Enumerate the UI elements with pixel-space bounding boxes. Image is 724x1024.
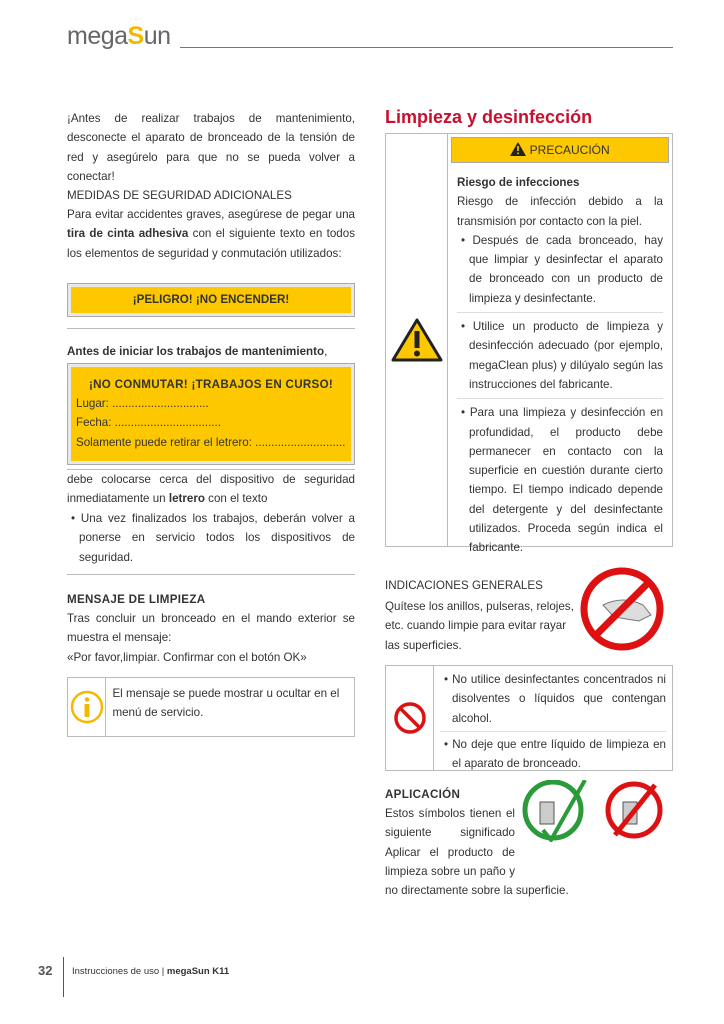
footer-divider <box>63 957 64 997</box>
prohibited-icon <box>386 666 434 770</box>
bullet-item: • No utilice desinfectantes concentrados ni disolventes o líquidos que contengan alcohol. <box>440 670 666 732</box>
divider <box>67 328 355 329</box>
info-box <box>67 677 355 737</box>
info-icon <box>68 678 106 736</box>
aplicacion-icons <box>515 804 673 862</box>
warning-icon <box>386 134 448 546</box>
mensaje-quote: «Por favor,limpiar. Confirmar con el botón OK» <box>67 651 307 664</box>
indicaciones-title: INDICACIONES GENERALES <box>385 579 543 592</box>
sign-lugar: Lugar: .............................. <box>76 397 209 410</box>
prohibicion-box <box>385 665 673 771</box>
bullet-item: • Para una limpieza y desinfección en profundidad, el producto debe permanecer en contacto con la superficie en cuestión durante cierto tiempo. El tiempo indicado depende del detergente y del desinfectante utilizados. Proceda según indica el fabricante. <box>461 406 664 555</box>
aplicacion-text: Estos símbolos tienen el siguiente significado Aplicar el producto de limpieza sobre un paño y no directamente sobre la superficie. <box>385 807 569 898</box>
medidas-title: MEDIDAS DE SEGURIDAD ADICIONALES <box>67 189 292 202</box>
aplicacion-block <box>385 804 673 900</box>
riesgo-title: Riesgo de infecciones <box>457 176 580 189</box>
intro-warning: ¡Antes de realizar trabajos de mantenimiento, desconecte el aparato de bronceado de la tensión de red y asegúrelo para que no se pueda volver a conectar! <box>67 112 355 183</box>
page-number: 32 <box>38 963 53 978</box>
precaucion-header <box>451 137 669 163</box>
bullet-item: • Una vez finalizados los trabajos, deberán volver a ponerse en servicio todos los dispositivos de seguridad. <box>71 512 355 564</box>
medidas-text: Para evitar accidentes graves, asegúrese de pegar una tira de cinta adhesiva con el siguiente texto en todos los elementos de seguridad y conmutación utilizados: <box>67 208 355 260</box>
indicaciones-text: Quítese los anillos, pulseras, relojes, etc. cuando limpie para evitar rayar las superficies. <box>385 600 574 652</box>
peligro-label: ¡PELIGRO! ¡NO ENCENDER! <box>67 283 355 317</box>
no-jewelry-icon <box>578 565 666 656</box>
info-text: El mensaje se puede mostrar u ocultar en el menú de servicio. <box>112 687 340 720</box>
footer-text: Instrucciones de uso | megaSun K11 <box>72 966 230 977</box>
mensaje-text: Tras concluir un bronceado en el mando exterior se muestra el mensaje: <box>67 612 355 645</box>
bullet-item: • Después de cada bronceado, hay que limpiar y desinfectar el aparato de bronceado con un producto de limpieza y desinfectante. <box>457 231 663 313</box>
sign-title: ¡NO CONMUTAR! ¡TRABAJOS EN CURSO! <box>88 378 334 391</box>
megasun-logo: megaSun <box>67 22 171 50</box>
mensaje-title: MENSAJE DE LIMPIEZA <box>67 593 206 606</box>
section-title: Limpieza y desinfección <box>385 107 593 127</box>
sign-retirar: Solamente puede retirar el letrero: ............................ <box>76 435 346 449</box>
trabajos-sign <box>67 363 355 465</box>
antes-text: Antes de iniciar los trabajos de mantenimiento, <box>67 345 328 358</box>
riesgo-text: Riesgo de infección debido a la transmisión por contacto con la piel. <box>457 195 663 228</box>
debe-text: debe colocarse cerca del dispositivo de seguridad inmediatamente un letrero con el texto <box>67 473 355 506</box>
precaucion-label: PRECAUCIÓN <box>529 143 610 157</box>
bullet-item: • No deje que entre líquido de limpieza en el aparato de bronceado. <box>444 737 667 771</box>
correct-usage-icon <box>515 780 673 842</box>
aplicacion-title: APLICACIÓN <box>385 788 461 801</box>
sign-fecha: Fecha: ................................. <box>76 416 221 430</box>
bullet-item: • Utilice un producto de limpieza y desinfección adecuado (por ejemplo, megaClean plus) y dilúyalo según las instrucciones del fabricante. <box>457 313 663 399</box>
precaucion-box <box>385 133 673 555</box>
header-rule <box>180 47 673 48</box>
divider <box>67 574 355 575</box>
